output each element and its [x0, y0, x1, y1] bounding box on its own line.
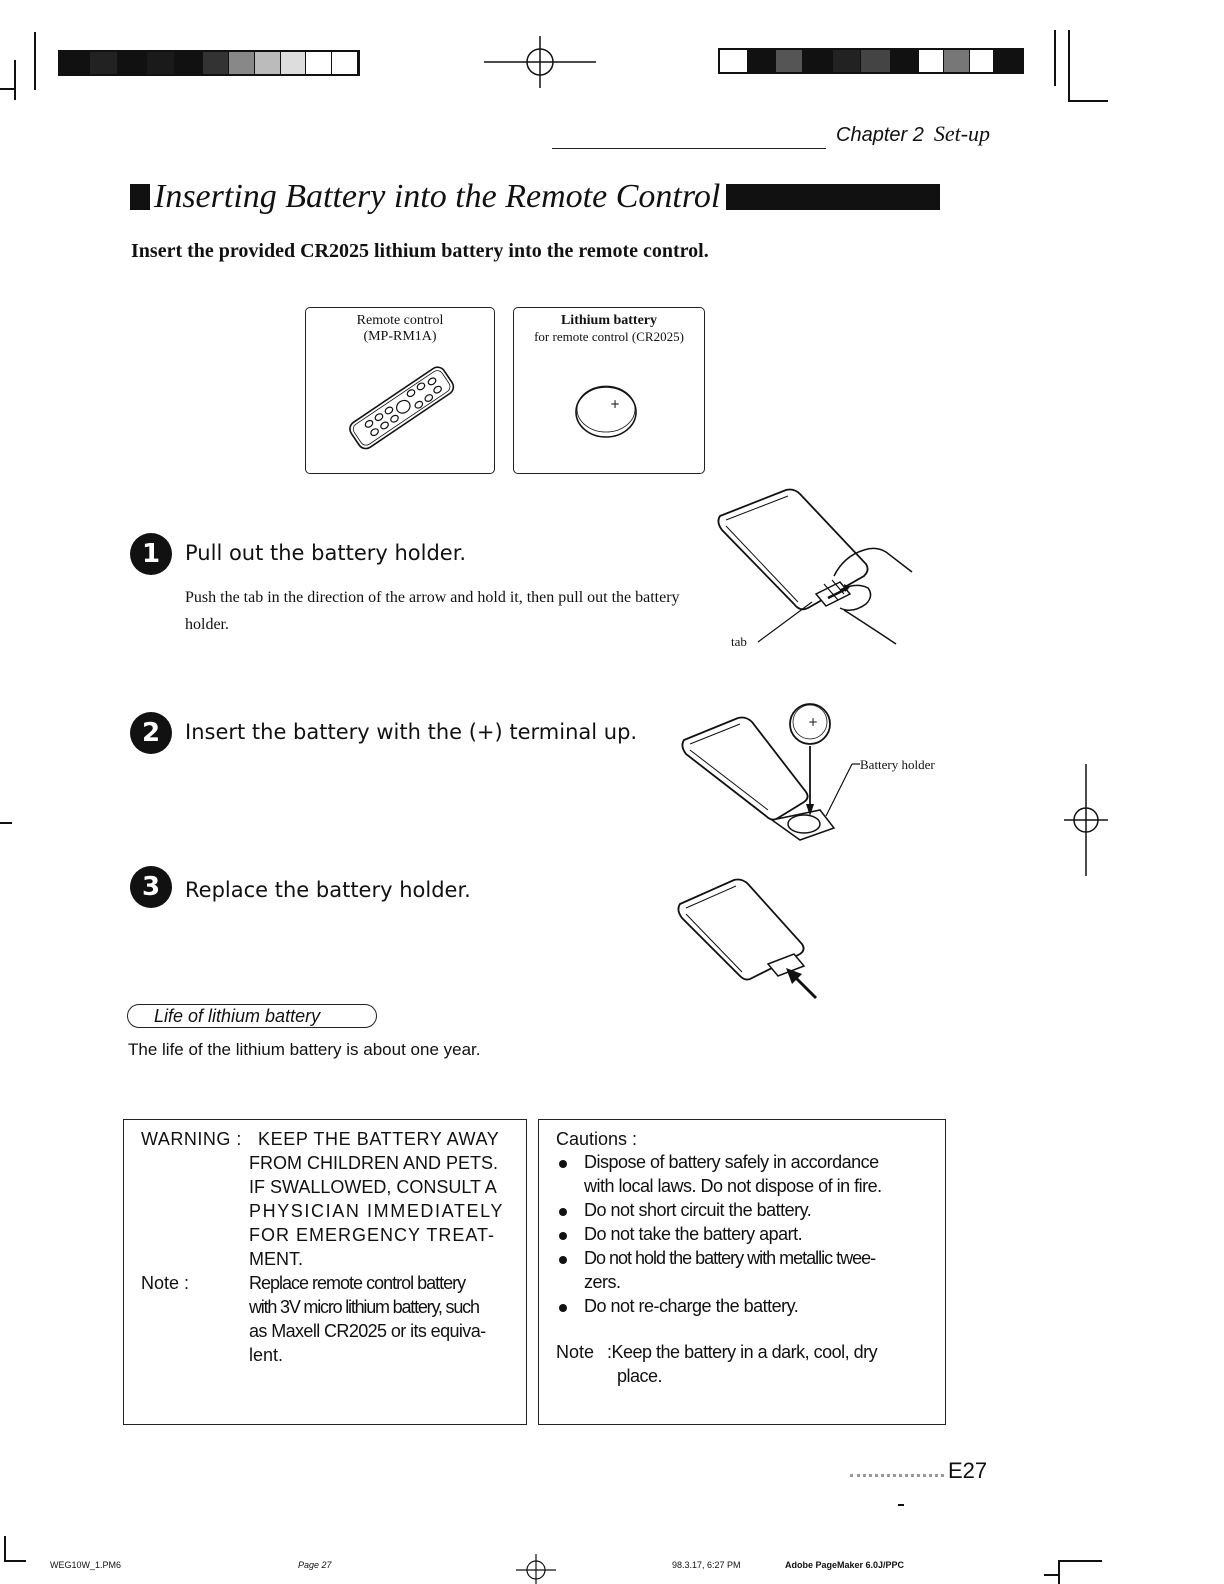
caution-item: Do not take the battery apart.: [584, 1224, 803, 1244]
page-tick: [898, 1504, 904, 1506]
tab-label: tab: [731, 634, 747, 649]
accessory-lithium-battery: [513, 307, 705, 474]
life-heading: Life of lithium battery: [154, 1006, 321, 1026]
step-2-number: 2: [130, 712, 172, 754]
page-title-row: [130, 178, 940, 216]
cautions-note-label: Note: [556, 1342, 595, 1362]
title-square-icon: [130, 184, 150, 210]
crop-mark: [1068, 30, 1070, 102]
warning-line: FOR EMERGENCY TREAT-: [249, 1225, 496, 1245]
step-1-title: Pull out the battery holder.: [185, 541, 467, 565]
bullet-icon: [559, 1208, 567, 1216]
bullet-icon: [559, 1256, 567, 1264]
caution-item: Do not short circuit the battery.: [584, 1200, 812, 1220]
life-heading-pill: [127, 1004, 377, 1028]
footer-date: 98.3.17, 6:27 PM: [672, 1560, 741, 1570]
replace-holder-illustration: [676, 874, 826, 1002]
remote-control-icon: [338, 364, 462, 454]
warning-line: PHYSICIAN IMMEDIATELY: [249, 1201, 504, 1221]
svg-text:+: +: [808, 715, 819, 729]
bullet-icon: [559, 1160, 567, 1168]
coin-battery-icon: [572, 380, 640, 440]
cautions-heading: Cautions :: [556, 1129, 638, 1149]
chapter-number: Chapter 2: [836, 124, 924, 146]
footer-page: Page 27: [298, 1560, 332, 1570]
bullet-icon: [559, 1304, 567, 1312]
page-number: E27: [948, 1458, 988, 1483]
caution-item: with local laws. Do not dispose of in fire.: [584, 1176, 882, 1196]
accessory-name: Remote control: [356, 313, 444, 328]
warning-line: MENT.: [249, 1249, 303, 1269]
registration-bar-right: [718, 48, 1024, 74]
bullet-icon: [559, 1232, 567, 1240]
caution-item: Dispose of battery safely in accordance: [584, 1152, 879, 1172]
crop-mark: [14, 60, 16, 100]
cautions-note-line: :Keep the battery in a dark, cool, dry: [607, 1342, 878, 1362]
caution-item: Do not hold the battery with metallic twee-: [584, 1248, 876, 1268]
registration-target-top: [484, 36, 596, 88]
cautions-note-line: place.: [617, 1366, 663, 1386]
caution-item: Do not re-charge the battery.: [584, 1296, 799, 1316]
page-title: Inserting Battery into the Remote Control: [154, 178, 721, 215]
svg-text:+: +: [610, 397, 621, 411]
crop-mark: [1068, 100, 1108, 102]
battery-holder-label: Battery holder: [860, 757, 935, 772]
accessory-name: Lithium battery: [560, 313, 658, 328]
accessory-model: (MP-RM1A): [363, 329, 437, 344]
registration-target-bottom: [516, 1554, 556, 1584]
warning-note-line: as Maxell CR2025 or its equiva-: [249, 1321, 486, 1341]
crop-mark: [6, 1560, 26, 1562]
crop-mark: [1058, 1560, 1102, 1562]
footer-app: Adobe PageMaker 6.0J/PPC: [785, 1560, 905, 1570]
warning-note-label: Note :: [141, 1273, 190, 1293]
chapter-heading: [836, 121, 990, 147]
accessory-remote-control: [305, 307, 495, 474]
page-number-leader: [850, 1474, 944, 1477]
step-1-number: 1: [130, 533, 172, 575]
registration-target-right: [1064, 764, 1108, 876]
title-bar: [726, 184, 940, 210]
warning-label-text: WARNING: [141, 1129, 231, 1149]
step-1-description: Push the tab in the direction of the arrow and hold it, then pull out the battery holder.: [185, 589, 680, 633]
registration-tick-left: [0, 822, 12, 824]
battery-insert-illustration: [680, 700, 860, 850]
warning-label: WARNING :: [141, 1129, 242, 1149]
intro-text: Insert the provided CR2025 lithium battery into the remote control.: [131, 240, 709, 262]
registration-bar-left: [58, 50, 360, 76]
warning-line: KEEP THE BATTERY AWAY: [258, 1129, 500, 1149]
step-3-title: Replace the battery holder.: [185, 878, 471, 902]
footer-file: WEG10W_1.PM6: [50, 1560, 122, 1570]
crop-mark: [4, 1536, 6, 1562]
crop-mark: [1044, 1574, 1058, 1576]
remote-pull-holder-illustration: [716, 486, 926, 650]
chapter-section: Set-up: [933, 121, 991, 146]
warning-line: IF SWALLOWED, CONSULT A: [249, 1177, 497, 1197]
crop-mark: [0, 88, 14, 90]
accessory-model: for remote control (CR2025): [534, 329, 684, 344]
caution-item: zers.: [584, 1272, 621, 1292]
warning-note-line: Replace remote control battery: [249, 1273, 466, 1293]
crop-mark: [1054, 30, 1056, 86]
chapter-rule: [552, 148, 826, 149]
warning-note-line: with 3V micro lithium battery, such: [249, 1297, 479, 1317]
warning-line: FROM CHILDREN AND PETS.: [249, 1153, 499, 1173]
step-2-title: Insert the battery with the (+) terminal up.: [185, 720, 638, 744]
warning-note-line: lent.: [249, 1345, 284, 1365]
life-text: The life of the lithium battery is about one year.: [128, 1040, 481, 1059]
step-3-number: 3: [130, 866, 172, 908]
crop-mark: [1058, 1560, 1060, 1584]
crop-mark: [34, 32, 36, 90]
